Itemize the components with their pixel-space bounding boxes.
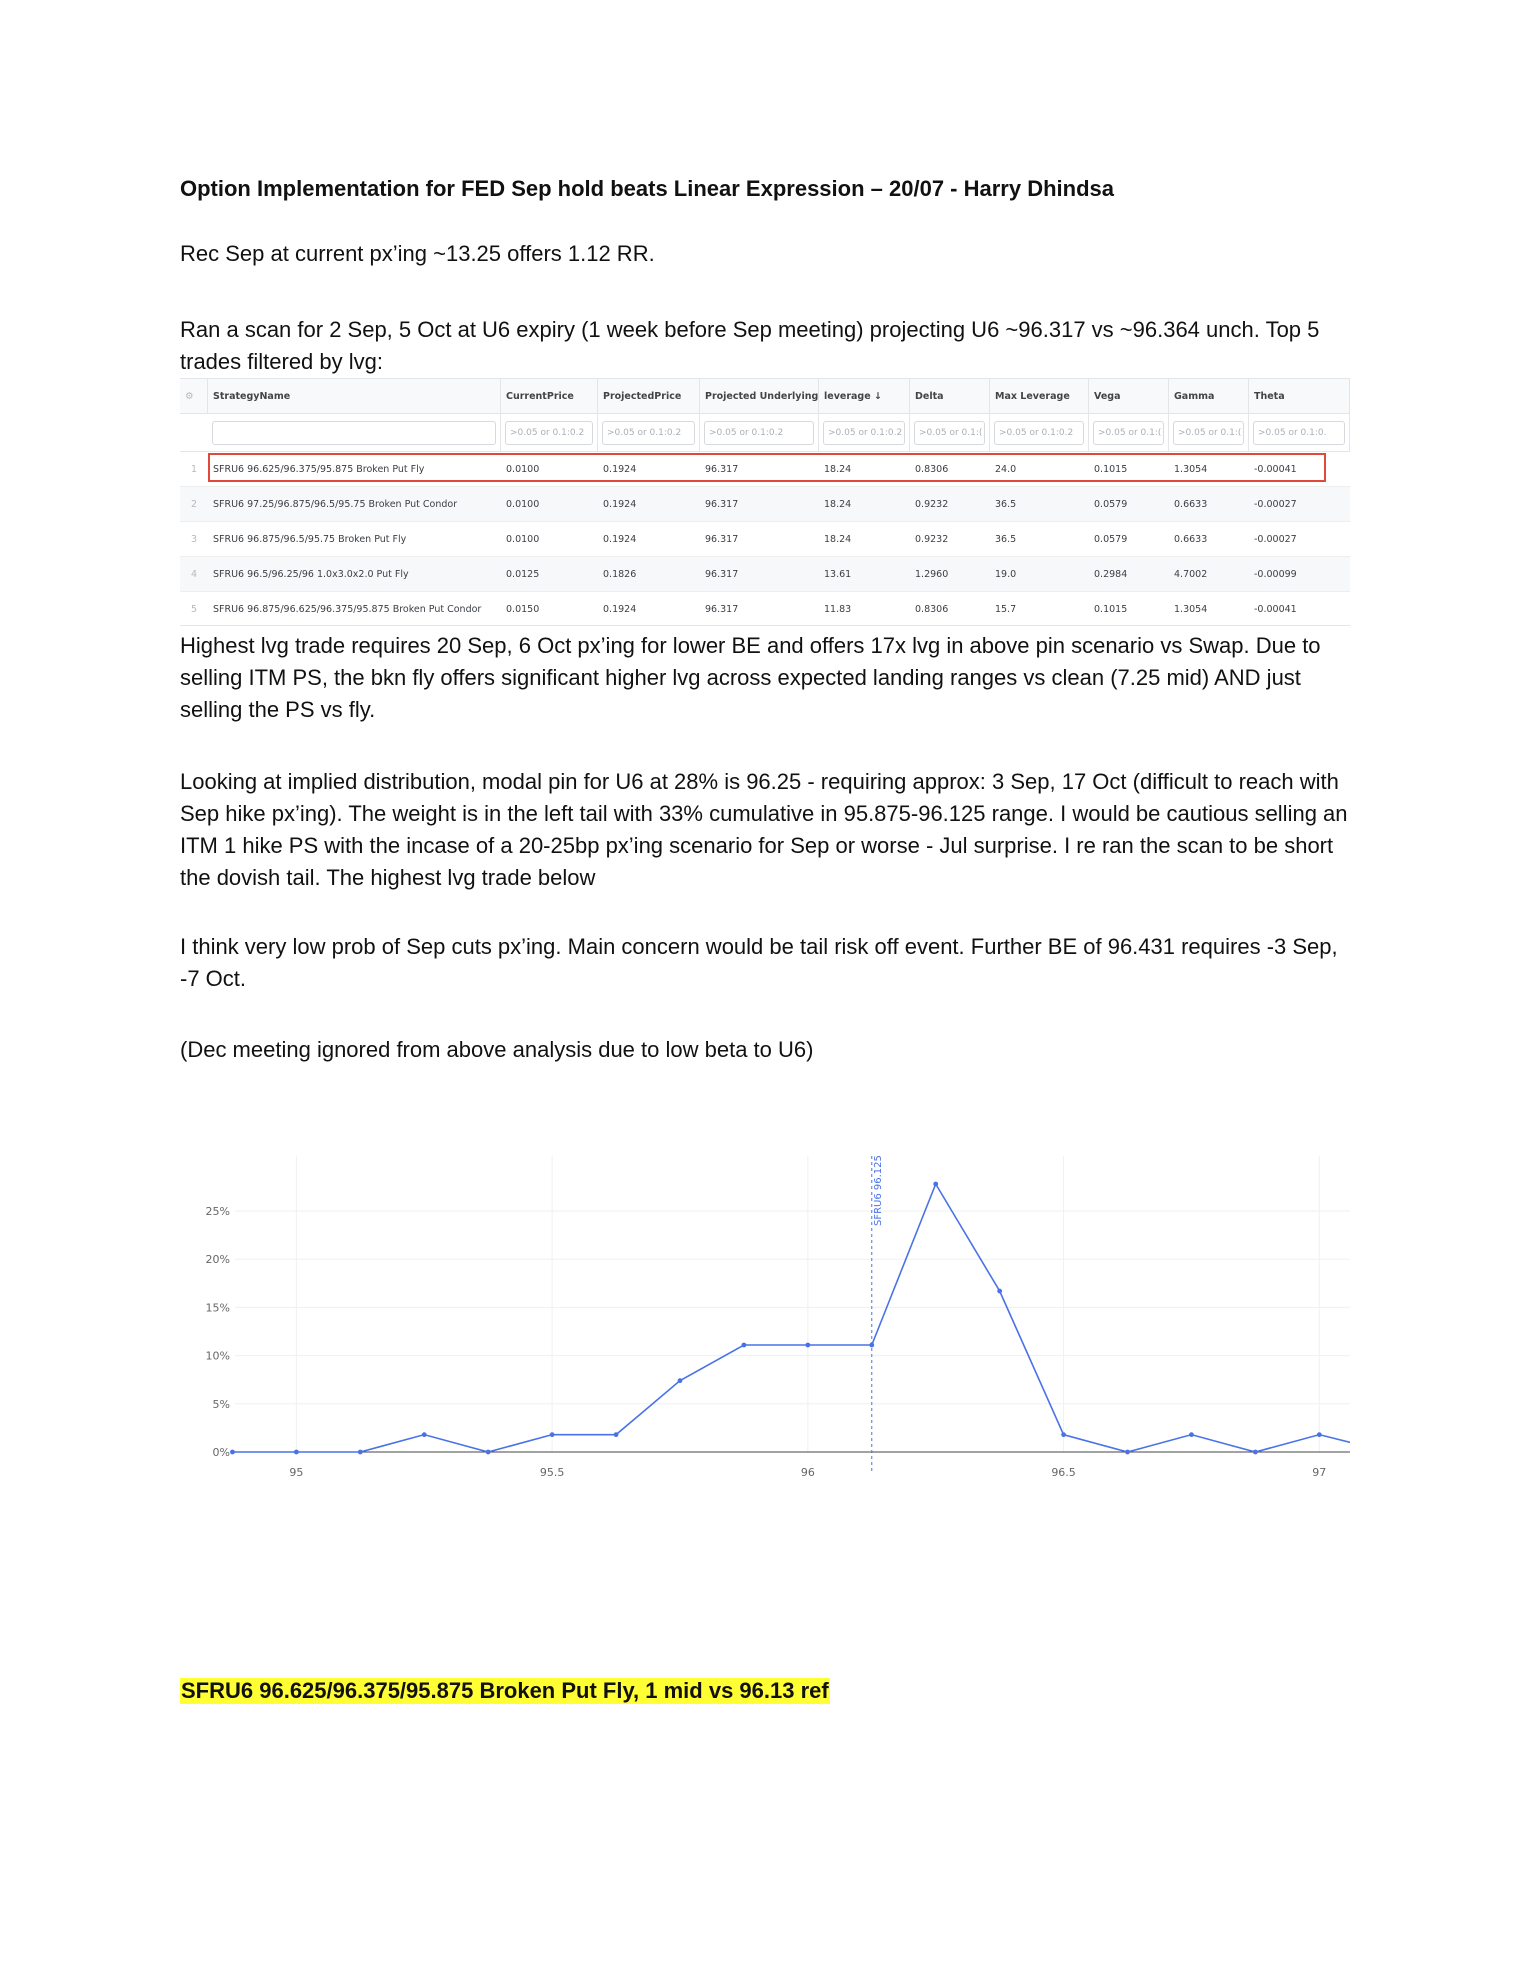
grid-cell: 0.8306 [915,603,949,615]
grid-filter-cell [1169,414,1249,451]
grid-filter-cell [1089,414,1169,451]
grid-filter-cell [598,414,700,451]
grid-cell: 96.317 [705,603,739,615]
grid-cell: 0.0100 [506,498,540,510]
grid-cell: 0.1924 [603,498,637,510]
grid-cell: 0.9232 [915,533,949,545]
grid-cell: 24.0 [995,463,1017,475]
grid-cell: 0.1826 [603,568,637,580]
y-tick-label: 15% [205,1301,230,1315]
grid-cell: -0.00041 [1254,463,1297,475]
grid-filter-input[interactable] [212,421,496,445]
data-point [1061,1432,1066,1437]
grid-cell: 96.317 [705,463,739,475]
grid-cell: 0.0579 [1094,498,1128,510]
paragraph-prob-cuts: I think very low prob of Sep cuts px’ing. Main concern would be tail risk off event. Further BE of 96.431 requires -3 Sep, -7 Oct. [180,934,1338,991]
distribution-chart-svg [180,1146,1350,1496]
x-tick-label: 96.5 [1051,1466,1076,1479]
grid-cell: -0.00041 [1254,603,1297,615]
grid-header-1[interactable]: StrategyName [208,379,501,413]
grid-cell: 0.6633 [1174,498,1208,510]
grid-cell: 19.0 [995,568,1017,580]
paragraph-dec-meeting: (Dec meeting ignored from above analysis due to low beta to U6) [180,1037,814,1062]
grid-header-5[interactable]: leverage ↓ [819,379,910,413]
grid-cell: 15.7 [995,603,1017,615]
grid-cell: 18.24 [824,463,852,475]
data-point [550,1432,555,1437]
data-point [294,1450,299,1455]
x-tick-label: 97 [1312,1466,1327,1479]
x-tick-label: 95.5 [539,1466,565,1479]
distribution-chart [180,1146,1350,1501]
grid-row[interactable] [180,487,1350,522]
data-point [997,1289,1002,1294]
grid-header-8[interactable]: Vega [1089,379,1169,413]
grid-header-4[interactable]: Projected Underlying [700,379,819,413]
grid-cell: 13.61 [824,568,852,580]
grid-cell: 0.0579 [1094,533,1128,545]
x-tick-label: 95 [289,1466,304,1479]
grid-cell: 4.7002 [1174,568,1208,580]
grid-filter-cell [819,414,910,451]
grid-cell: -0.00099 [1254,568,1297,580]
grid-cell: SFRU6 96.875/96.5/95.75 Broken Put Fly [213,533,407,545]
grid-filter-input[interactable]: >0.05 or 0.1:0.2 [704,421,814,445]
data-point [1253,1450,1258,1455]
highlighted-trade: SFRU6 96.625/96.375/95.875 Broken Put Fly, 1 mid vs 96.13 ref [181,1678,829,1703]
strategy-grid [180,378,1350,626]
grid-filter-input[interactable]: >0.05 or 0.1:0.2 [823,421,905,445]
grid-cell: 0.2984 [1094,568,1128,580]
grid-cell: 0.0100 [506,463,540,475]
grid-cell: 96.317 [705,533,739,545]
grid-cell: 36.5 [995,498,1017,510]
grid-cell: 0.6633 [1174,533,1208,545]
grid-filter-input[interactable]: >0.05 or 0.1:0.2 [602,421,695,445]
grid-cell: 0.1924 [603,533,637,545]
grid-filter-cell [1249,414,1350,451]
data-point [933,1182,938,1187]
grid-filter-input[interactable]: >0.05 or 0.1:( [914,421,985,445]
data-point [230,1450,235,1455]
data-point [805,1343,810,1348]
grid-filter-input[interactable]: >0.05 or 0.1:( [1093,421,1164,445]
grid-filter-input[interactable]: >0.05 or 0.1:0.2 [994,421,1084,445]
grid-header-6[interactable]: Delta [910,379,990,413]
paragraph-scan: Ran a scan for 2 Sep, 5 Oct at U6 expiry (1 week before Sep meeting) projecting U6 ~96.317 vs ~96.364 unch. Top 5 trades filtered by lvg: [180,317,1320,374]
data-point [869,1343,874,1348]
grid-filter-input[interactable]: >0.05 or 0.1:0.2 [505,421,593,445]
grid-cell: 0.1015 [1094,603,1128,615]
paragraph-implied-distribution: Looking at implied distribution, modal pin for U6 at 28% is 96.25 - requiring approx: 3 Sep, 17 Oct (difficult to reach with Sep hike px’ing). The weight is in the left tail with 33% cumulative in 95.875-96.125 range. I would be cautious selling an ITM 1 hike PS with the incase of a 20-25bp px’ing scenario for Sep or worse - Jul surprise. I re ran the scan to be short the dovish tail. The highest lvg trade below [180,769,1348,890]
grid-filter-cell [990,414,1089,451]
grid-filter-input[interactable]: >0.05 or 0.1:0. [1253,421,1345,445]
grid-cell: 18.24 [824,498,852,510]
y-tick-label: 25% [205,1205,230,1218]
grid-cell: 0.0100 [506,533,540,545]
grid-cell: SFRU6 96.875/96.625/96.375/95.875 Broken Put Condor [213,603,482,615]
paragraph-highest-lvg: Highest lvg trade requires 20 Sep, 6 Oct px’ing for lower BE and offers 17x lvg in above pin scenario vs Swap. Due to selling ITM PS, the bkn fly offers significant higher lvg across expected landing ranges vs clean (7.25 mid) AND just selling the PS vs fly. [180,633,1321,722]
grid-cell: 0.0125 [506,568,540,580]
grid-cell: SFRU6 96.625/96.375/95.875 Broken Put Fly [213,463,425,475]
grid-filter-cell [700,414,819,451]
y-tick-label: 20% [205,1253,230,1267]
grid-header-3[interactable]: ProjectedPrice [598,379,700,413]
grid-filter-input[interactable]: >0.05 or 0.1:( [1173,421,1244,445]
highlight-row-box [208,453,1326,482]
grid-cell: 0.1924 [603,463,637,475]
x-tick-label: 96 [800,1466,815,1479]
grid-header-7[interactable]: Max Leverage [990,379,1089,413]
grid-cell: 18.24 [824,533,852,545]
grid-cell: 0.0150 [506,603,540,615]
grid-cell: SFRU6 97.25/96.875/96.5/95.75 Broken Put Condor [213,498,458,510]
y-tick-label: 0% [212,1446,230,1459]
grid-row[interactable] [180,592,1350,626]
y-tick-label: 10% [205,1349,230,1363]
grid-header-2[interactable]: CurrentPrice [501,379,598,413]
grid-cell: -0.00027 [1254,533,1297,545]
grid-filter-cell [501,414,598,451]
grid-cell: 96.317 [705,568,739,580]
grid-header-row [180,379,1350,414]
data-point [678,1378,683,1383]
grid-row[interactable] [180,522,1350,557]
grid-cell: SFRU6 96.5/96.25/96 1.0x3.0x2.0 Put Fly [213,568,409,580]
data-point [422,1432,427,1437]
grid-cell: 0.1015 [1094,463,1128,475]
annotation-label: SFRU6 96.125 [872,1155,884,1226]
grid-cell: 11.83 [824,603,852,615]
data-point [358,1450,363,1455]
data-point [1189,1432,1194,1437]
y-tick-label: 5% [212,1397,230,1411]
grid-row-index: 3 [190,533,198,545]
data-point [742,1343,747,1348]
grid-cell: 0.9232 [915,498,949,510]
doc-title: Option Implementation for FED Sep hold beats Linear Expression – 20/07 - Harry Dhindsa [180,176,1114,201]
grid-header-index: ⚙ [180,379,208,413]
grid-filter-cell [208,414,501,451]
grid-row-index: 1 [190,463,198,475]
data-point [1125,1450,1130,1455]
grid-filter-row [180,414,1350,452]
grid-row[interactable] [180,557,1350,592]
grid-row-index: 5 [190,603,198,615]
grid-filter-cell [910,414,990,451]
data-point [614,1432,619,1437]
grid-row-index: 4 [190,568,198,580]
grid-cell: 96.317 [705,498,739,510]
paragraph-rec-sep: Rec Sep at current px’ing ~13.25 offers 1.12 RR. [180,241,655,266]
grid-cell: 36.5 [995,533,1017,545]
grid-row-index: 2 [190,498,198,510]
grid-cell: 1.2960 [915,568,949,580]
grid-cell: 0.8306 [915,463,949,475]
grid-cell: 1.3054 [1174,603,1208,615]
grid-header-9[interactable]: Gamma [1169,379,1249,413]
data-point [1317,1432,1322,1437]
document [180,176,1350,1703]
grid-cell: 1.3054 [1174,463,1208,475]
data-point [486,1450,491,1455]
grid-header-10[interactable]: Theta [1249,379,1350,413]
grid-cell: -0.00027 [1254,498,1297,510]
series-line [232,1184,1350,1452]
grid-cell: 0.1924 [603,603,637,615]
